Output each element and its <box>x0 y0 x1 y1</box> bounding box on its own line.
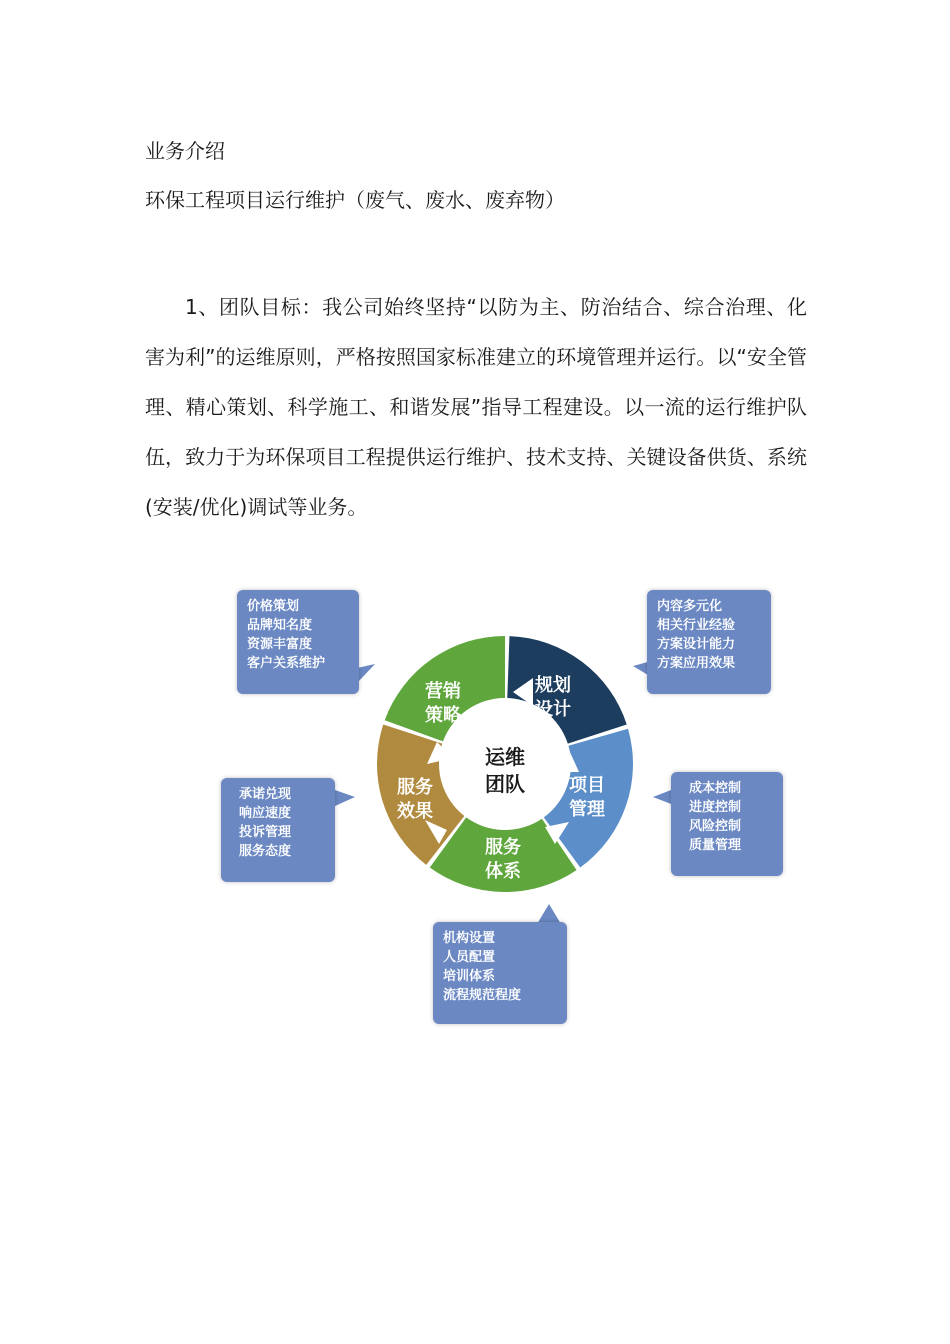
callout-item: 方案设计能力 <box>657 637 736 652</box>
callout-pointer <box>537 904 561 924</box>
segment-label-line: 体系 <box>485 861 521 882</box>
project-callout <box>671 772 783 876</box>
center-label-line: 团队 <box>485 772 525 796</box>
callout-item: 投诉管理 <box>239 825 292 840</box>
callout-item: 成本控制 <box>689 781 742 796</box>
callout-item: 资源丰富度 <box>247 637 313 652</box>
callout-item: 服务态度 <box>239 844 292 859</box>
center-label <box>475 744 535 798</box>
section-heading: 业务介绍 <box>145 139 225 163</box>
callout-item: 培训体系 <box>443 969 496 984</box>
service-system-label <box>473 836 533 884</box>
marketing-label <box>413 680 473 728</box>
callout-item: 相关行业经验 <box>657 618 736 633</box>
segment-label-line: 管理 <box>569 799 605 820</box>
section-subheading: 环保工程项目运行维护（废气、废水、废弃物） <box>145 188 565 212</box>
center-label-line: 运维 <box>485 745 525 769</box>
callout-item: 承诺兑现 <box>239 787 292 802</box>
callout-item: 方案应用效果 <box>657 656 736 671</box>
callout-item: 响应速度 <box>239 806 292 821</box>
callout-item: 质量管理 <box>689 838 742 853</box>
callout-item: 流程规范程度 <box>443 988 522 1003</box>
service-effect-label <box>385 776 445 824</box>
operations-team-diagram <box>215 582 795 1027</box>
segment-label-line: 服务 <box>397 777 433 798</box>
segment-label-line: 服务 <box>485 837 521 858</box>
callout-pointer <box>335 790 355 806</box>
segment-label-line: 营销 <box>425 681 461 702</box>
segment-label-line: 项目 <box>569 775 605 796</box>
callout-item: 内容多元化 <box>657 599 723 614</box>
planning-label <box>523 674 583 722</box>
service-effect-callout <box>221 778 335 882</box>
planning-callout <box>647 590 771 694</box>
segment-label-line: 策略 <box>425 705 461 726</box>
service-system-callout <box>433 922 567 1024</box>
project-label <box>557 774 617 822</box>
team-goal-paragraph: 1、团队目标：我公司始终坚持“以防为主、防治结合、综合治理、化害为利”的运维原则，严格按照国家标准建立的环境管理并运行。以“安全管理、精心策划、科学施工、和谐发展”指导工程建设。以一流的运行维护队伍，致力于为环保项目工程提供运行维护、技术支持、关键设备供货、系统(安装/优化)调试等业务。 <box>145 295 807 519</box>
callout-item: 人员配置 <box>443 950 496 965</box>
callout-item: 价格策划 <box>247 599 300 614</box>
segment-label-line: 设计 <box>535 699 571 720</box>
marketing-callout <box>237 590 359 694</box>
segment-label-line: 效果 <box>397 801 433 822</box>
callout-item: 品牌知名度 <box>247 618 313 633</box>
callout-item: 客户关系维护 <box>247 656 326 671</box>
segment-label-line: 规划 <box>535 675 571 696</box>
callout-item: 风险控制 <box>689 819 742 834</box>
callout-item: 机构设置 <box>443 931 496 946</box>
callout-pointer <box>653 790 671 804</box>
callout-item: 进度控制 <box>689 800 742 815</box>
